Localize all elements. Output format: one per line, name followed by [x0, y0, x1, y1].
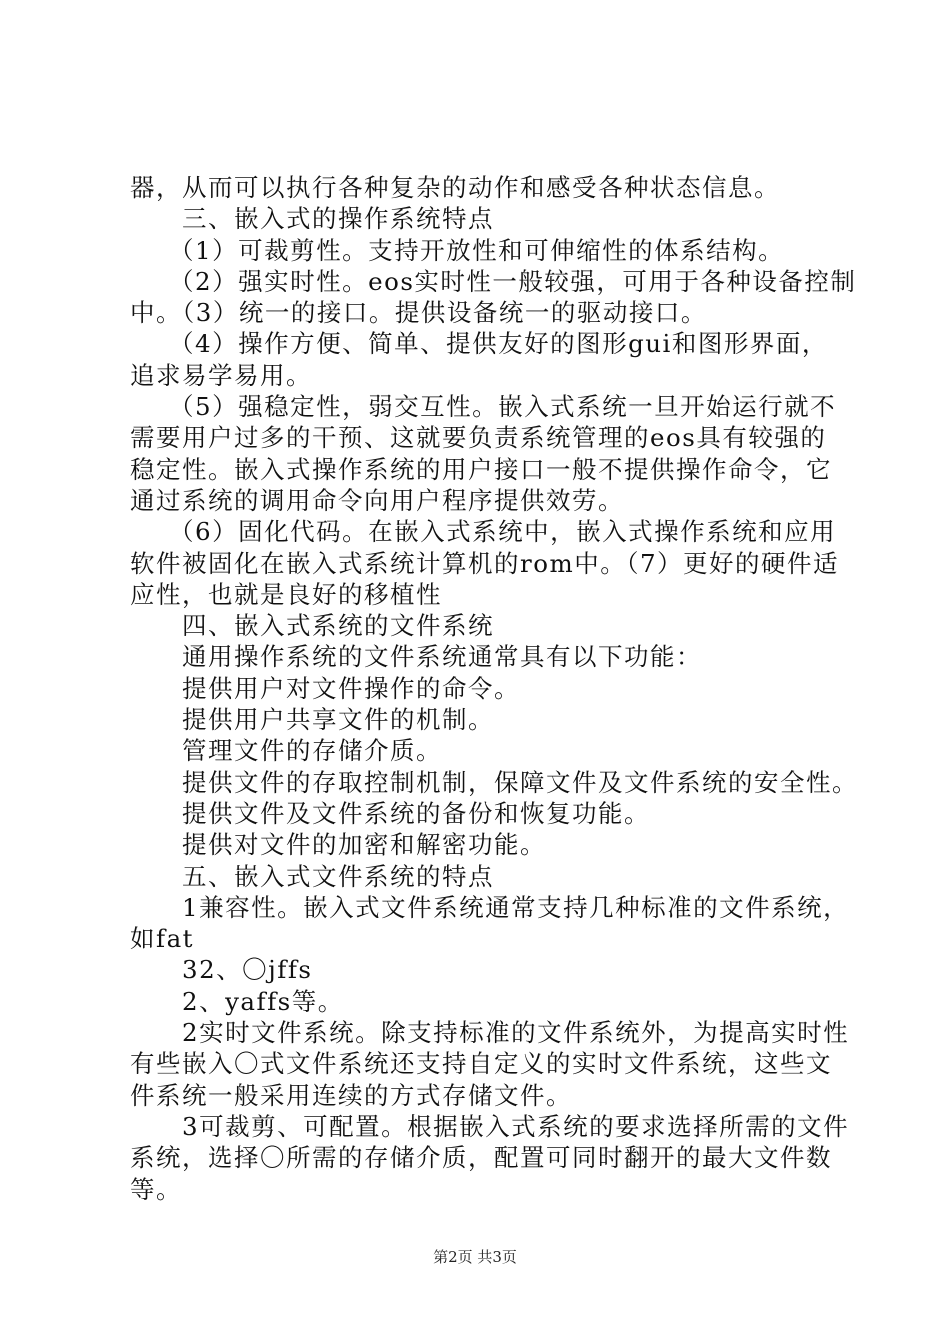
text-line: 等。: [130, 1174, 182, 1204]
text-line: 需要用户过多的干预、这就要负责系统管理的eos具有较强的: [130, 423, 827, 453]
text-line: 器，从而可以执行各种复杂的动作和感受各种状态信息。: [130, 173, 780, 202]
text-line: （6）固化代码。在嵌入式系统中，嵌入式操作系统和应用: [169, 517, 837, 547]
text-line: 如fat: [130, 924, 195, 954]
text-line: （2）强实时性。eos实时性一般较强，可用于各种设备控制: [169, 266, 857, 296]
text-line: 3可裁剪、可配置。根据嵌入式系统的要求选择所需的文件: [182, 1111, 850, 1141]
text-line: 提供用户共享文件的机制。: [182, 705, 494, 735]
text-line: 稳定性。嵌入式操作系统的用户接口一般不提供操作命令，它: [130, 454, 832, 484]
text-line: 2实时文件系统。除支持标准的文件系统外，为提高实时性: [182, 1018, 850, 1048]
text-line: 中。（3）统一的接口。提供设备统一的驱动接口。: [130, 298, 707, 328]
text-line: 五、嵌入式文件系统的特点: [182, 861, 494, 891]
text-line: 1兼容性。嵌入式文件系统通常支持几种标准的文件系统，: [182, 892, 850, 922]
text-line: 有些嵌入〇式文件系统还支持自定义的实时文件系统，这些文: [130, 1049, 832, 1079]
text-line: （4）操作方便、简单、提供友好的图形gui和图形界面，: [169, 329, 828, 359]
text-line: 提供用户对文件操作的命令。: [182, 673, 520, 703]
text-line: 四、嵌入式系统的文件系统: [182, 611, 494, 641]
text-line: 软件被固化在嵌入式系统计算机的rom中。（7）更好的硬件适: [130, 548, 840, 578]
text-line: 2、yaffs等。: [182, 986, 344, 1016]
text-line: 应性，也就是良好的移植性: [130, 579, 442, 609]
text-line: 追求易学易用。: [130, 360, 312, 390]
text-line: （1）可裁剪性。支持开放性和可伸缩性的体系结构。: [169, 235, 785, 265]
text-line: 系统，选择〇所需的存储介质，配置可同时翻开的最大文件数: [130, 1143, 832, 1173]
text-line: 三、嵌入式的操作系统特点: [182, 204, 494, 234]
text-line: 提供对文件的加密和解密功能。: [182, 830, 546, 860]
text-line: 管理文件的存储介质。: [182, 736, 442, 766]
text-line: 提供文件及文件系统的备份和恢复功能。: [182, 798, 650, 828]
page-footer: 第2页 共3页: [433, 1248, 517, 1266]
text-line: （5）强稳定性，弱交互性。嵌入式系统一旦开始运行就不: [169, 392, 837, 422]
text-line: 提供文件的存取控制机制，保障文件及文件系统的安全性。: [182, 767, 858, 797]
text-line: 件系统一般采用连续的方式存储文件。: [130, 1080, 572, 1110]
text-line: 通过系统的调用命令向用户程序提供效劳。: [130, 485, 624, 515]
text-line: 32、〇jffs: [182, 955, 313, 985]
text-line: 通用操作系统的文件系统通常具有以下功能：: [182, 642, 702, 672]
document-body: [130, 172, 858, 1205]
